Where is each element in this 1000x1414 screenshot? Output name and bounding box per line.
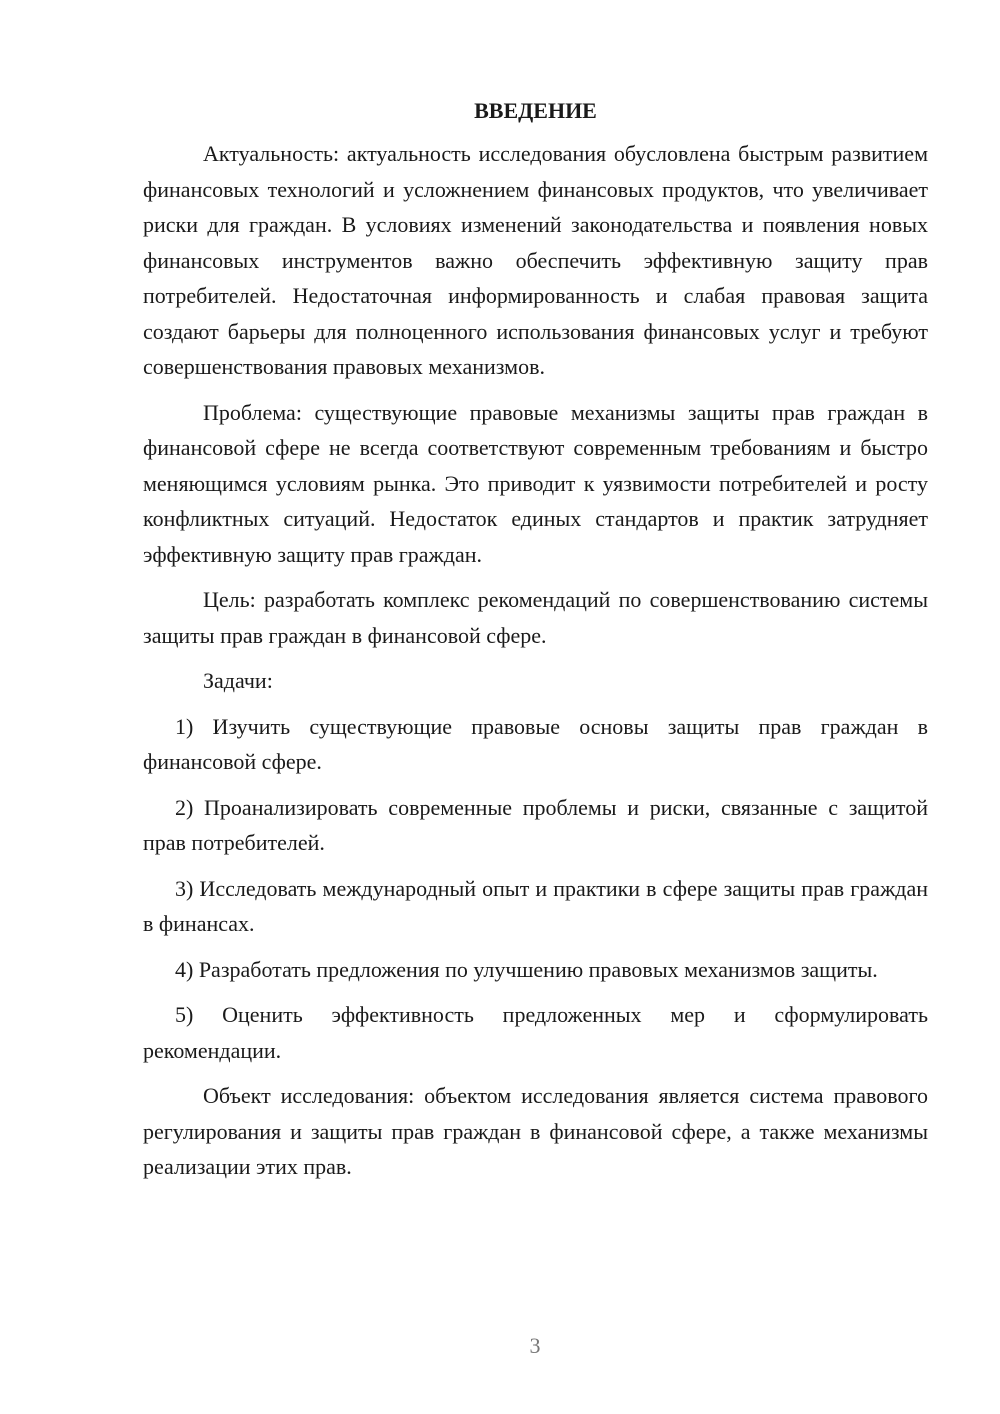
object-paragraph: Объект исследования: объектом исследования является система правового регулирования и защиты прав граждан в финансовой сфере, а также механизмы реализации этих прав. [143,1083,928,1179]
list-item: 3) Исследовать международный опыт и практики в сфере защиты прав граждан в финансах. [143,875,928,936]
relevance-paragraph: Актуальность: актуальность исследования обусловлена быстрым развитием финансовых технологий и усложнением финансовых продуктов, что увеличивает риски для граждан. В условиях изменений законодательства и появления новых финансовых инструментов важно обеспечить эффективную защиту прав потребителей. Недостаточная информированность и слабая правовая защита создают барьеры для полноценного использования финансовых услуг и требуют совершенствования правовых механизмов. [143,141,928,379]
page-content [143,94,928,1185]
goal-paragraph: Цель: разработать комплекс рекомендаций по совершенствованию системы защиты прав граждан в финансовой сфере. [143,587,928,648]
page-heading: ВВЕДЕНИЕ [474,98,597,123]
list-item: 5) Оценить эффективность предложенных мер и сформулировать рекомендации. [143,1002,928,1063]
page-number: 3 [529,1333,541,1358]
list-item: 2) Проанализировать современные проблемы и риски, связанные с защитой прав потребителей. [143,794,928,855]
tasks-list [143,709,928,1069]
list-item: 4) Разработать предложения по улучшению правовых механизмов защиты. [175,956,878,982]
list-item: 1) Изучить существующие правовые основы защиты прав граждан в финансовой сфере. [143,713,928,774]
problem-paragraph: Проблема: существующие правовые механизмы защиты прав граждан в финансовой сфере не всегда соответствуют современным требованиям и быстро меняющимся условиям рынка. Это приводит к уязвимости потребителей и росту конфликтных ситуаций. Недостаток единых стандартов и практик затрудняет эффективную защиту прав граждан. [143,399,928,567]
tasks-label: Задачи: [203,668,273,693]
